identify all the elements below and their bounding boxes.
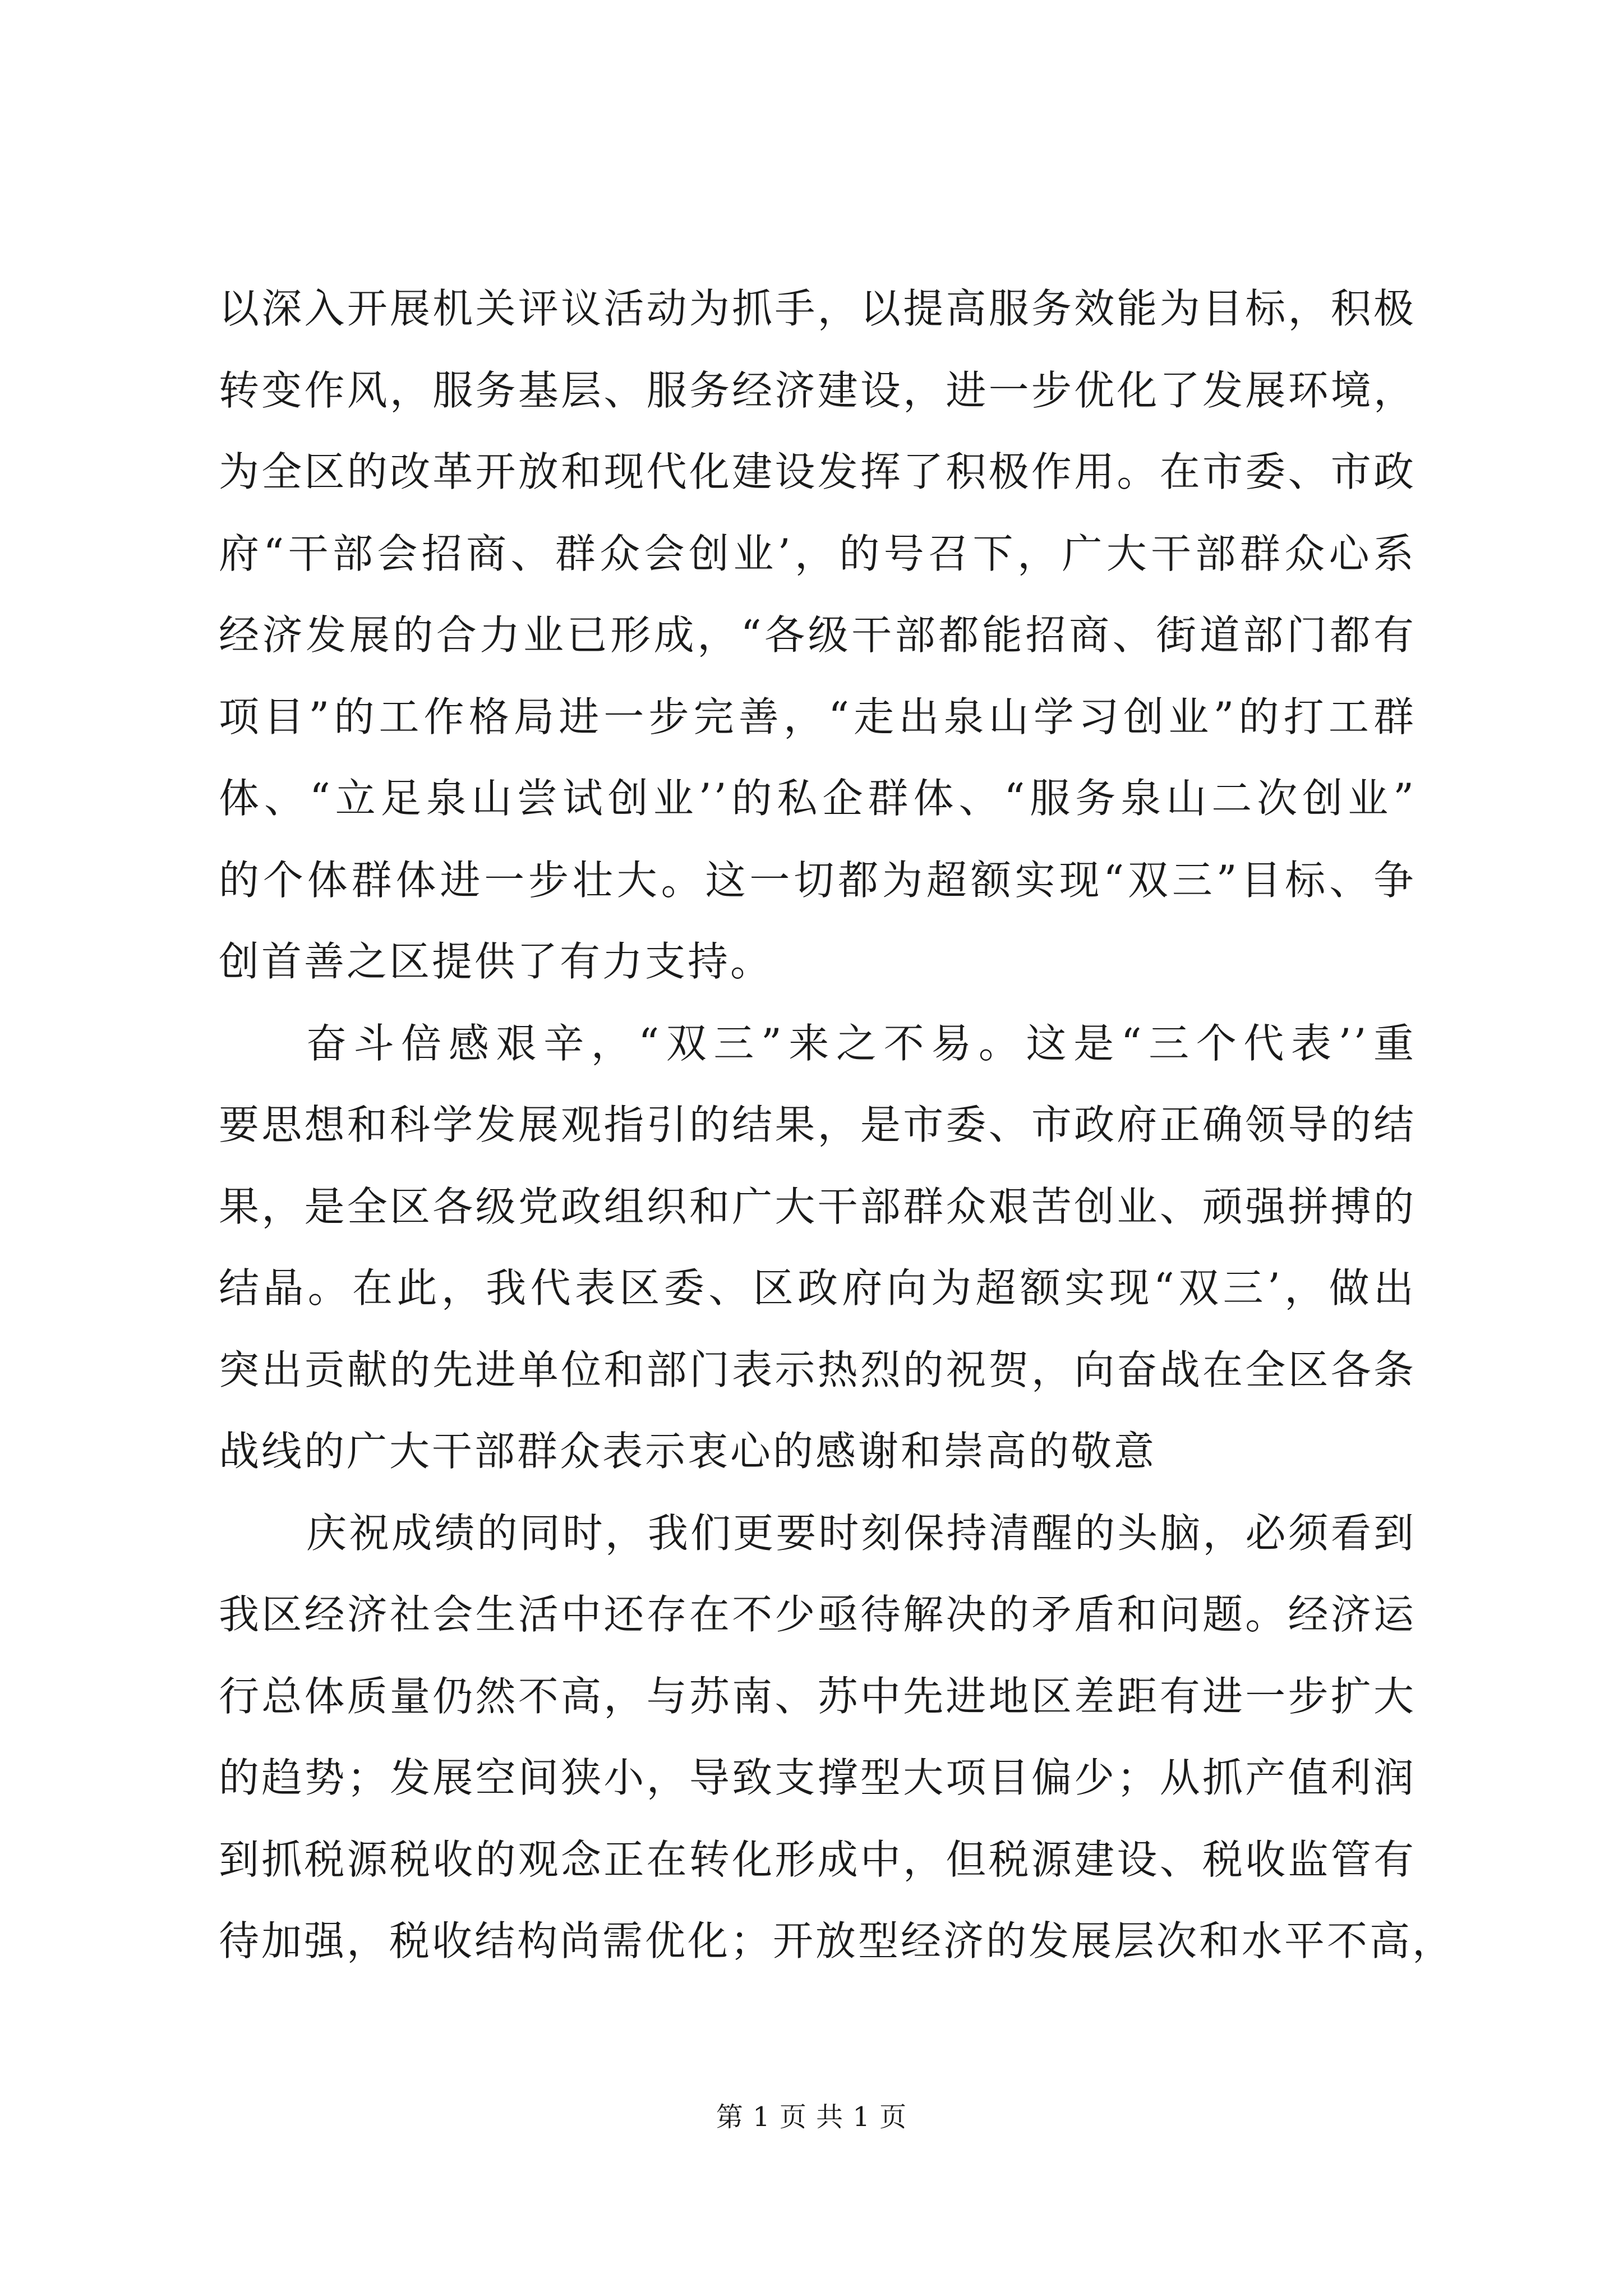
text-line: 到抓税源税收的观念正在转化形成中，但税源建设、税收监管有 (219, 1835, 1416, 1883)
text-line: 府“干部会招商、群众会创业’，的号召下，广大干部群众心系 (219, 530, 1416, 577)
text-line: 转变作风，服务基层、服务经济建设，进一步优化了发展环境， (219, 366, 1416, 414)
document-body (219, 268, 1455, 1982)
text-line: 待加强，税收结构尚需优化；开放型经济的发展层次和水平不高， (219, 1917, 1455, 1964)
text-line: 战线的广大干部群众表示衷心的感谢和崇高的敬意 (219, 1428, 1157, 1475)
text-line: 的趋势；发展空间狭小，导致支撑型大项目偏少；从抓产值利润 (219, 1754, 1416, 1801)
text-line: 项目”的工作格局进一步完善，“走出泉山学习创业”的打工群 (219, 693, 1416, 740)
text-line: 结晶。在此，我代表区委、区政府向为超额实现“双三’，做出 (219, 1264, 1416, 1312)
text-line: 要思想和科学发展观指引的结果，是市委、市政府正确领导的结 (219, 1101, 1416, 1148)
text-line: 体、“立足泉山尝试创业’’的私企群体、“服务泉山二次创业” (219, 775, 1416, 822)
text-line: 行总体质量仍然不高，与苏南、苏中先进地区差距有进一步扩大 (219, 1672, 1416, 1720)
text-line: 我区经济社会生活中还存在不少亟待解决的矛盾和问题。经济运 (219, 1591, 1416, 1638)
text-line: 突出贡献的先进单位和部门表示热烈的祝贺，向奋战在全区各条 (219, 1346, 1416, 1393)
page-number: 第 1 页 共 1 页 (716, 2101, 907, 2133)
text-line: 的个体群体进一步壮大。这一切都为超额实现“双三”目标、争 (219, 856, 1416, 904)
text-line: 为全区的改革开放和现代化建设发挥了积极作用。在市委、市政 (219, 448, 1416, 495)
text-line: 创首善之区提供了有力支持。 (219, 938, 773, 985)
paragraph-first-line: 庆祝成绩的同时，我们更要时刻保持清醒的头脑，必须看到 (306, 1509, 1416, 1557)
text-line: 果，是全区各级党政组织和广大干部群众艰苦创业、顽强拼搏的 (219, 1182, 1416, 1230)
paragraph-first-line: 奋斗倍感艰辛，“双三”来之不易。这是“三个代表’’重 (306, 1019, 1416, 1067)
text-line: 以深入开展机关评议活动为抓手，以提高服务效能为目标，积极 (219, 285, 1416, 332)
text-line: 经济发展的合力业已形成，“各级干部都能招商、街道部门都有 (219, 611, 1416, 659)
